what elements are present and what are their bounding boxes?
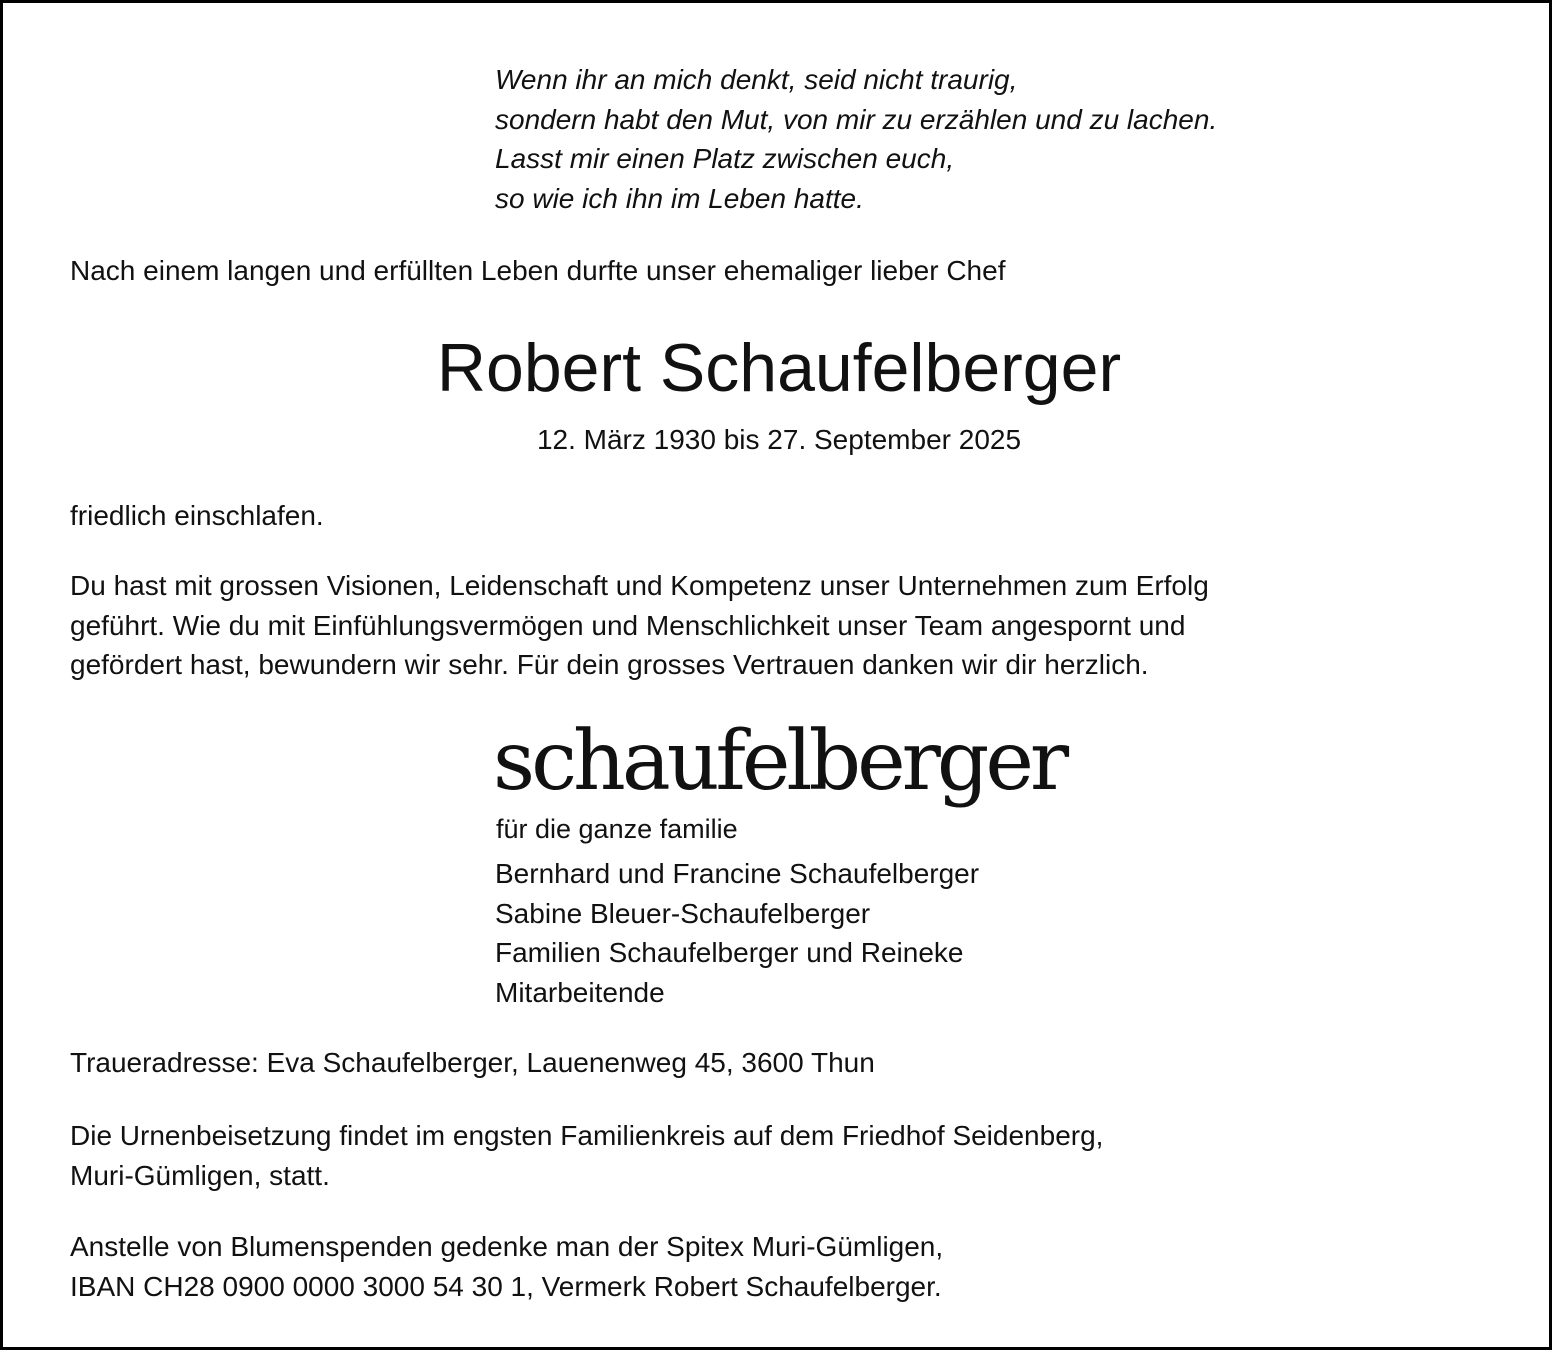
deceased-name: Robert Schaufelberger	[436, 330, 1122, 406]
tribute-line: geführt. Wie du mit Einfühlungsvermögen und Menschlichkeit unser Team angespornt und	[70, 609, 1186, 641]
memorial-poem	[495, 60, 1217, 218]
mourning-address: Traueradresse: Eva Schaufelberger, Lauenenweg 45, 3600 Thun	[70, 1047, 875, 1078]
tribute-line: gefördert hast, bewundern wir sehr. Für dein grosses Vertrauen danken wir dir herzlich.	[70, 649, 1149, 680]
burial-line: Muri-Gümligen, statt.	[70, 1159, 330, 1191]
poem-line: so wie ich ihn im Leben hatte.	[495, 182, 864, 214]
company-logo: schaufelberger	[493, 714, 1066, 809]
signatory: Mitarbeitende	[495, 976, 665, 1008]
tribute-paragraph	[70, 566, 1209, 685]
donation-notice	[70, 1227, 943, 1306]
company-tagline: für die ganze familie	[496, 814, 738, 844]
intro-sentence: Nach einem langen und erfüllten Leben durfte unser ehemaliger lieber Chef	[70, 255, 1006, 286]
donation-line: IBAN CH28 0900 0000 3000 54 30 1, Vermerk Robert Schaufelberger.	[70, 1270, 942, 1302]
signatory: Sabine Bleuer-Schaufelberger	[495, 897, 871, 929]
poem-line: sondern habt den Mut, von mir zu erzählen und zu lachen.	[495, 103, 1218, 135]
burial-notice	[70, 1116, 1103, 1195]
passing-sentence: friedlich einschlafen.	[70, 500, 324, 531]
life-dates: 12. März 1930 bis 27. September 2025	[536, 424, 1022, 455]
signatory: Bernhard und Francine Schaufelberger	[495, 858, 980, 889]
signatories-list	[495, 854, 979, 1012]
poem-line: Lasst mir einen Platz zwischen euch,	[495, 143, 955, 174]
poem-line: Wenn ihr an mich denkt, seid nicht traurig,	[495, 64, 1018, 95]
donation-line: Anstelle von Blumenspenden gedenke man der Spitex Muri-Gümligen,	[70, 1231, 944, 1262]
signatory: Familien Schaufelberger und Reineke	[495, 937, 964, 968]
tribute-line: Du hast mit grossen Visionen, Leidenschaft und Kompetenz unser Unternehmen zum Erfolg	[70, 570, 1209, 601]
burial-line: Die Urnenbeisetzung findet im engsten Familienkreis auf dem Friedhof Seidenberg,	[70, 1120, 1104, 1151]
